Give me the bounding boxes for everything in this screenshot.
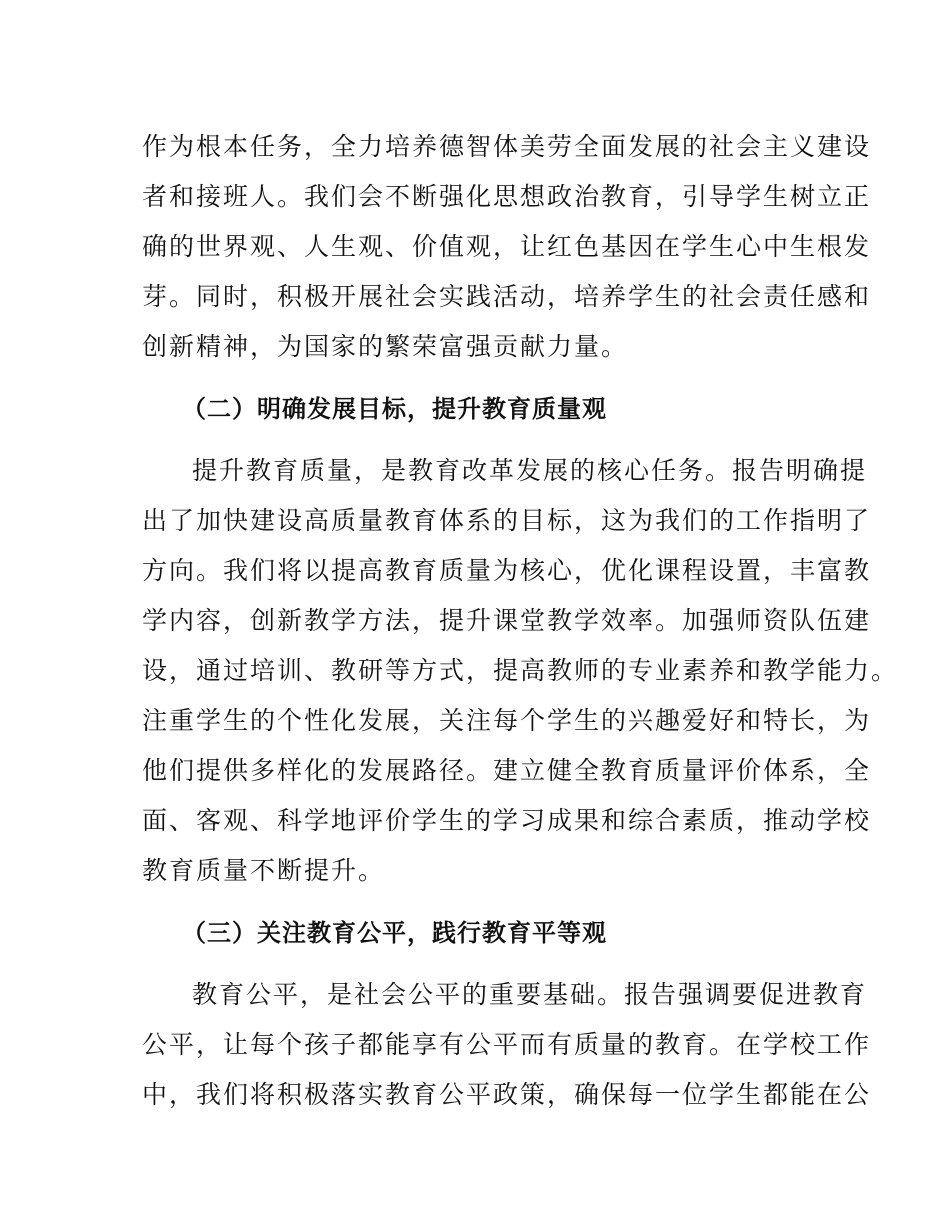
text-line: 教育质量不断提升。 [142,856,386,885]
text-line: 芽。同时，积极开展社会实践活动，培养学生的社会责任感和 [142,282,872,311]
text-line: 提升教育质量，是教育改革发展的核心任务。报告明确提 [192,456,868,485]
text-line: 作为根本任务，全力培养德智体美劳全面发展的社会主义建设 [142,132,872,161]
text-line: 公平，让每个孩子都能享有公平而有质量的教育。在学校工作 [142,1030,872,1059]
text-line: 出了加快建设高质量教育体系的目标，这为我们的工作指明了 [142,506,872,535]
text-line: 设，通过培训、教研等方式，提高教师的专业素养和教学能力。 [142,656,899,685]
paragraph-section2 [142,446,899,896]
text-line: 注重学生的个性化发展，关注每个学生的兴趣爱好和特长，为 [142,706,872,735]
text-line: 学内容，创新教学方法，提升课堂教学效率。加强师资队伍建 [142,606,872,635]
text-line: 他们提供多样化的发展路径。建立健全教育质量评价体系，全 [142,756,872,785]
text-line: 创新精神，为国家的繁荣富强贡献力量。 [142,332,629,361]
spacer [142,958,832,970]
section-heading-2: （二）明确发展目标，提升教育质量观 [182,395,607,423]
text-line: 确的世界观、人生观、价值观，让红色基因在学生心中生根发 [142,232,872,261]
spacer [142,896,832,908]
spacer [142,434,832,446]
text-line: 方向。我们将以提高教育质量为核心，优化课程设置，丰富教 [142,556,872,585]
text-line: 中，我们将积极落实教育公平政策，确保每一位学生都能在公 [142,1080,872,1109]
text-line: 面、客观、科学地评价学生的学习成果和综合素质，推动学校 [142,806,872,835]
paragraph-section1 [142,122,872,372]
text-line: 教育公平，是社会公平的重要基础。报告强调要促进教育 [192,980,868,1009]
section-heading-3: （三）关注教育公平，践行教育平等观 [182,919,607,947]
spacer [142,372,832,384]
text-line: 者和接班人。我们会不断强化思想政治教育，引导学生树立正 [142,182,872,211]
paragraph-section3 [142,970,872,1120]
document-body [142,122,899,1120]
